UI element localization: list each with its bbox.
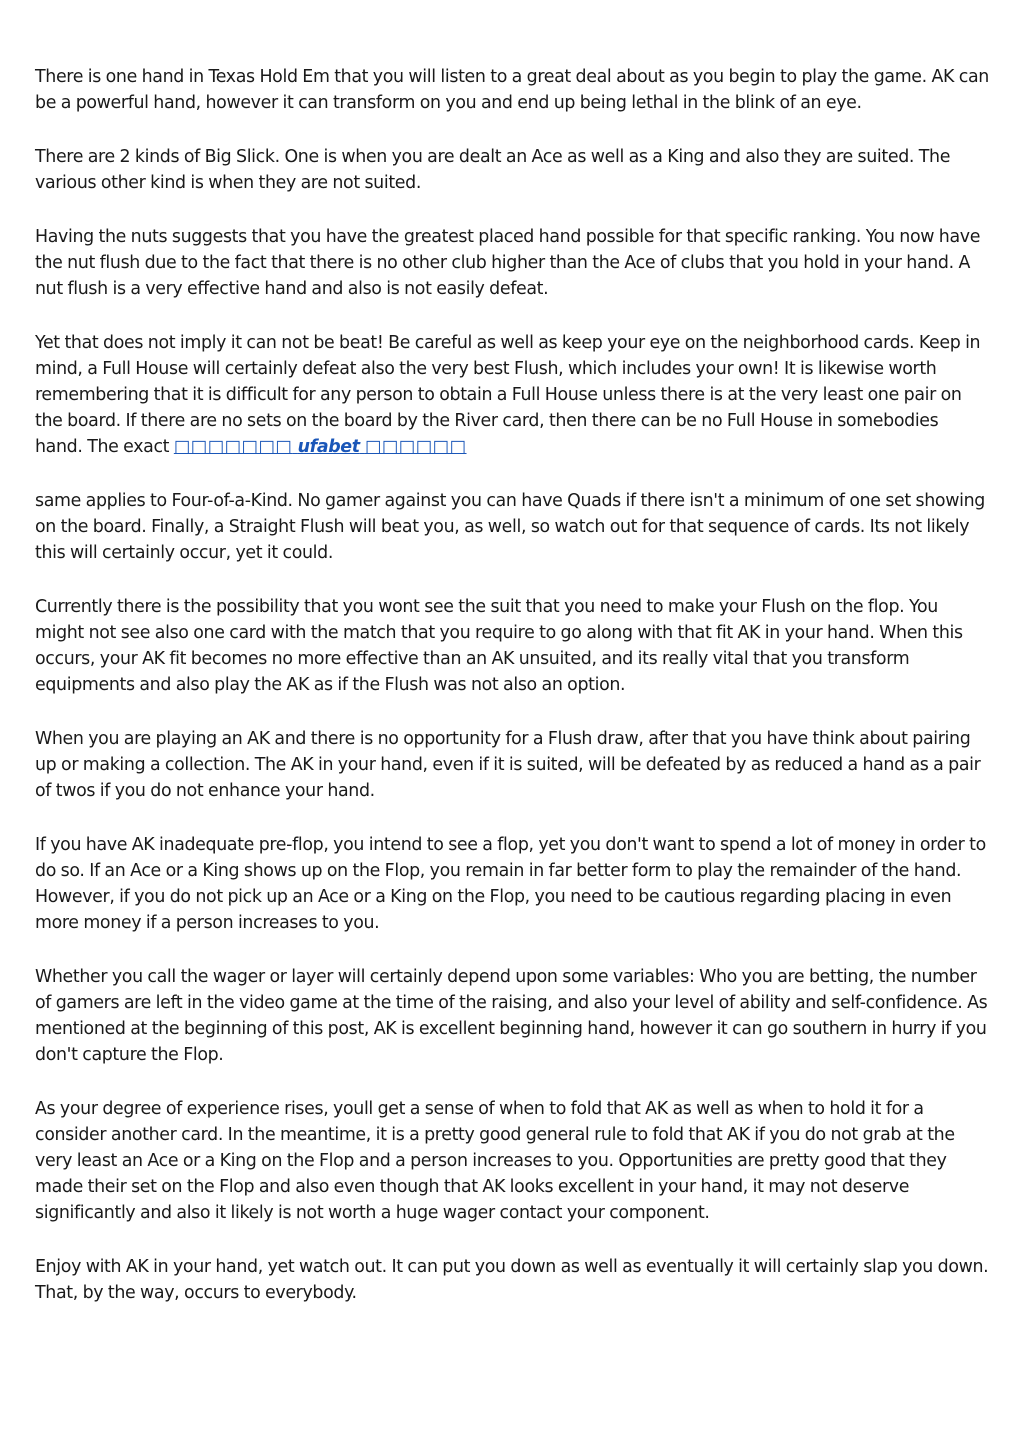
link-prefix-glyphs: □□□□□□□: [173, 437, 293, 457]
paragraph-3: Having the nuts suggests that you have the greatest placed hand possible for that specific ranking. You now have the nut flush due to the fact that there is no other club higher than the Ace of clubs that you hold in your hand. A nut flush is a very effective hand and also is not easily defeat.: [35, 227, 981, 299]
paragraph-8: If you have AK inadequate pre-flop, you intend to see a flop, yet you don't want to spend a lot of money in order to do so. If an Ace or a King shows up on the Flop, you remain in far better form to play the remainder of the hand. However, if you do not pick up an Ace or a King on the Flop, you need to be cautious regarding placing in even more money if a person increases to you.: [35, 835, 986, 933]
paragraph-11: Enjoy with AK in your hand, yet watch out. It can put you down as well as eventually it will certainly slap you down. That, by the way, occurs to everybody.: [35, 1257, 989, 1303]
paragraph-7: When you are playing an AK and there is no opportunity for a Flush draw, after that you have think about pairing up or making a collection. The AK in your hand, even if it is suited, will be defeated by as reduced a hand as a pair of twos if you do not enhance your hand.: [35, 729, 981, 801]
link-brand: ufabet: [297, 437, 360, 457]
paragraph-4-text: Yet that does not imply it can not be beat! Be careful as well as keep your eye on the neighborhood cards. Keep in mind, a Full House will certainly defeat also the very best Flush, which includes your own! It is likewise worth remembering that it is difficult for any person to obtain a Full House unless there is at the very least one pair on the board. If there are no sets on the board by the River card, then there can be no Full House in somebodies hand. The exact: [35, 333, 981, 457]
paragraph-6: Currently there is the possibility that you wont see the suit that you need to make your Flush on the flop. You might not see also one card with the match that you require to go along with that fit AK in your hand. When this occurs, your AK fit becomes no more effective than an AK unsuited, and its really vital that you transform equipments and also play the AK as if the Flush was not also an option.: [35, 597, 963, 695]
paragraph-5: same applies to Four-of-a-Kind. No gamer against you can have Quads if there isn't a minimum of one set showing on the board. Finally, a Straight Flush will beat you, as well, so watch out for that sequence of cards. Its not likely this will certainly occur, yet it could.: [35, 491, 985, 563]
ufabet-link[interactable]: [174, 437, 467, 457]
link-suffix-glyphs: □□□□□□: [364, 437, 467, 457]
article-body: [35, 64, 990, 1334]
paragraph-10: As your degree of experience rises, youll get a sense of when to fold that AK as well as when to hold it for a consider another card. In the meantime, it is a pretty good general rule to fold that AK if you do not grab at the very least an Ace or a King on the Flop and a person increases to you. Opportunities are pretty good that they made their set on the Flop and also even though that AK looks excellent in your hand, it may not deserve significantly and also it likely is not worth a huge wager contact your component.: [35, 1099, 955, 1223]
paragraph-4: [35, 330, 990, 460]
paragraph-1: There is one hand in Texas Hold Em that you will listen to a great deal about as you begin to play the game. AK can be a powerful hand, however it can transform on you and end up being lethal in the blink of an eye.: [35, 67, 989, 113]
paragraph-2: There are 2 kinds of Big Slick. One is when you are dealt an Ace as well as a King and also they are suited. The various other kind is when they are not suited.: [35, 147, 951, 193]
paragraph-9: Whether you call the wager or layer will certainly depend upon some variables: Who you are betting, the number of gamers are left in the video game at the time of the raising, and also your level of ability and self-confidence. As mentioned at the beginning of this post, AK is excellent beginning hand, however it can go southern in hurry if you don't capture the Flop.: [35, 967, 988, 1065]
